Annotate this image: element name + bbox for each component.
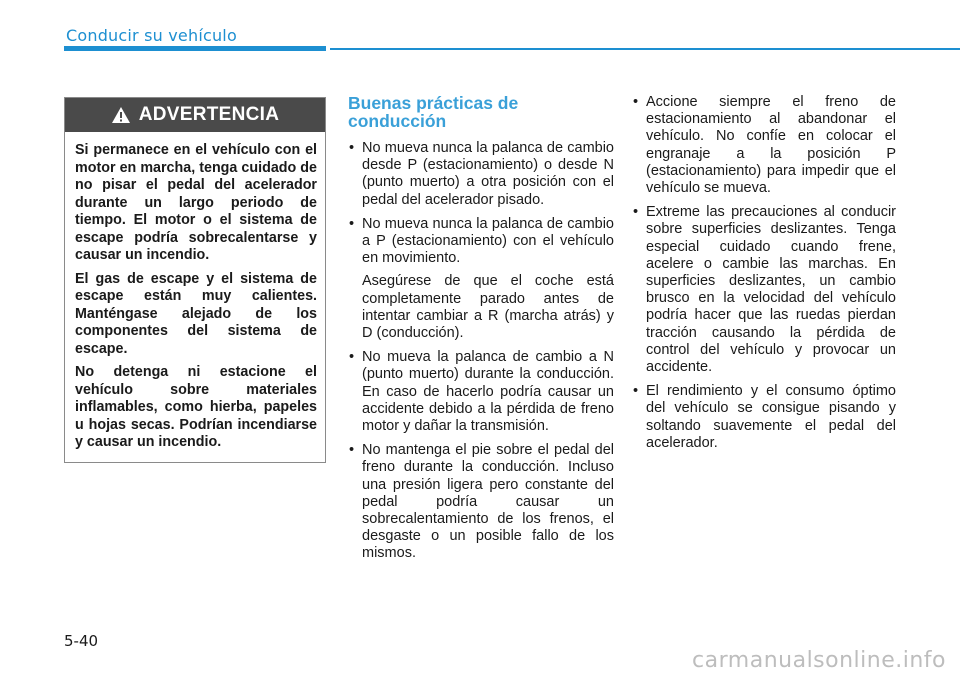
warning-box xyxy=(64,97,326,463)
list-item: • No mueva la palanca de cambio a N (punto muerto) durante la conducción. En caso de hacerlo podría causar un accidente debido a la pérdida de freno motor y dañar la transmisión. xyxy=(348,349,614,435)
list-item-continuation: Asegúrese de que el coche está completamente parado antes de intentar cambiar a R (marcha atrás) y D (conducción). xyxy=(362,273,614,342)
warning-body xyxy=(65,132,325,452)
section-header-title: Conducir su vehículo xyxy=(66,26,237,45)
warning-heading: ADVERTENCIA xyxy=(138,104,280,125)
main-column-left xyxy=(348,94,614,570)
list-item: • No mueva nunca la palanca de cambio a P (estacionamiento) con el vehículo en movimiento. Asegúrese de que el coche está completamente parado antes de intentar cambiar a R (marcha atrás) y D (conducción). xyxy=(348,216,614,342)
list-item: • No mueva nunca la palanca de cambio desde P (estacionamiento) o desde N (punto muerto) a otra posición con el pedal del acelerador pisado. xyxy=(348,140,614,209)
main-column-right xyxy=(632,94,896,459)
list-item: • Extreme las precauciones al conducir sobre superficies deslizantes. Tenga especial cuidado cuando frene, acelere o cambie las marchas. En superficies deslizantes, un cambio brusco en la velocidad del vehículo podría hacer que las ruedas pierdan tracción causando la pérdida de control del vehículo y provocar un accidente. xyxy=(632,204,896,376)
list-item: • Accione siempre el freno de estacionamiento al abandonar el vehículo. No confíe en colocar el engranaje a la posición P (estacionamiento) para impedir que el vehículo se mueva. xyxy=(632,94,896,197)
bullet-list xyxy=(632,94,896,452)
warning-header xyxy=(65,98,325,132)
warning-paragraph: Si permanece en el vehículo con el motor en marcha, tenga cuidado de no pisar el pedal del acelerador durante un largo periodo de tiempo. El motor o el sistema de escape podría sobrecalentarse y causar un incendio. xyxy=(75,142,317,263)
page-number: 5-40 xyxy=(64,632,99,650)
list-item: • El rendimiento y el consumo óptimo del vehículo se consigue pisando y soltando suavemente el pedal del acelerador. xyxy=(632,383,896,452)
warning-paragraph: El gas de escape y el sistema de escape están muy calientes. Manténgase alejado de los componentes del sistema de escape. xyxy=(75,270,317,357)
watermark: carmanualsonline.info xyxy=(692,648,946,673)
header-rule xyxy=(330,48,960,50)
warning-paragraph: No detenga ni estacione el vehículo sobre materiales inflamables, como hierba, papeles u hojas secas. Podrían incendiarse y causar un incendio. xyxy=(75,364,317,450)
list-item: • No mantenga el pie sobre el pedal del freno durante la conducción. Incluso una presión ligera pero constante del pedal podría causar un sobrecalentamiento de los frenos, el desgaste o un posible fallo de los mismos. xyxy=(348,442,614,562)
warning-triangle-icon xyxy=(111,106,131,124)
section-title: Buenas prácticas de conducción xyxy=(348,93,519,131)
header-accent-bar xyxy=(64,46,326,51)
bullet-list xyxy=(348,140,614,563)
